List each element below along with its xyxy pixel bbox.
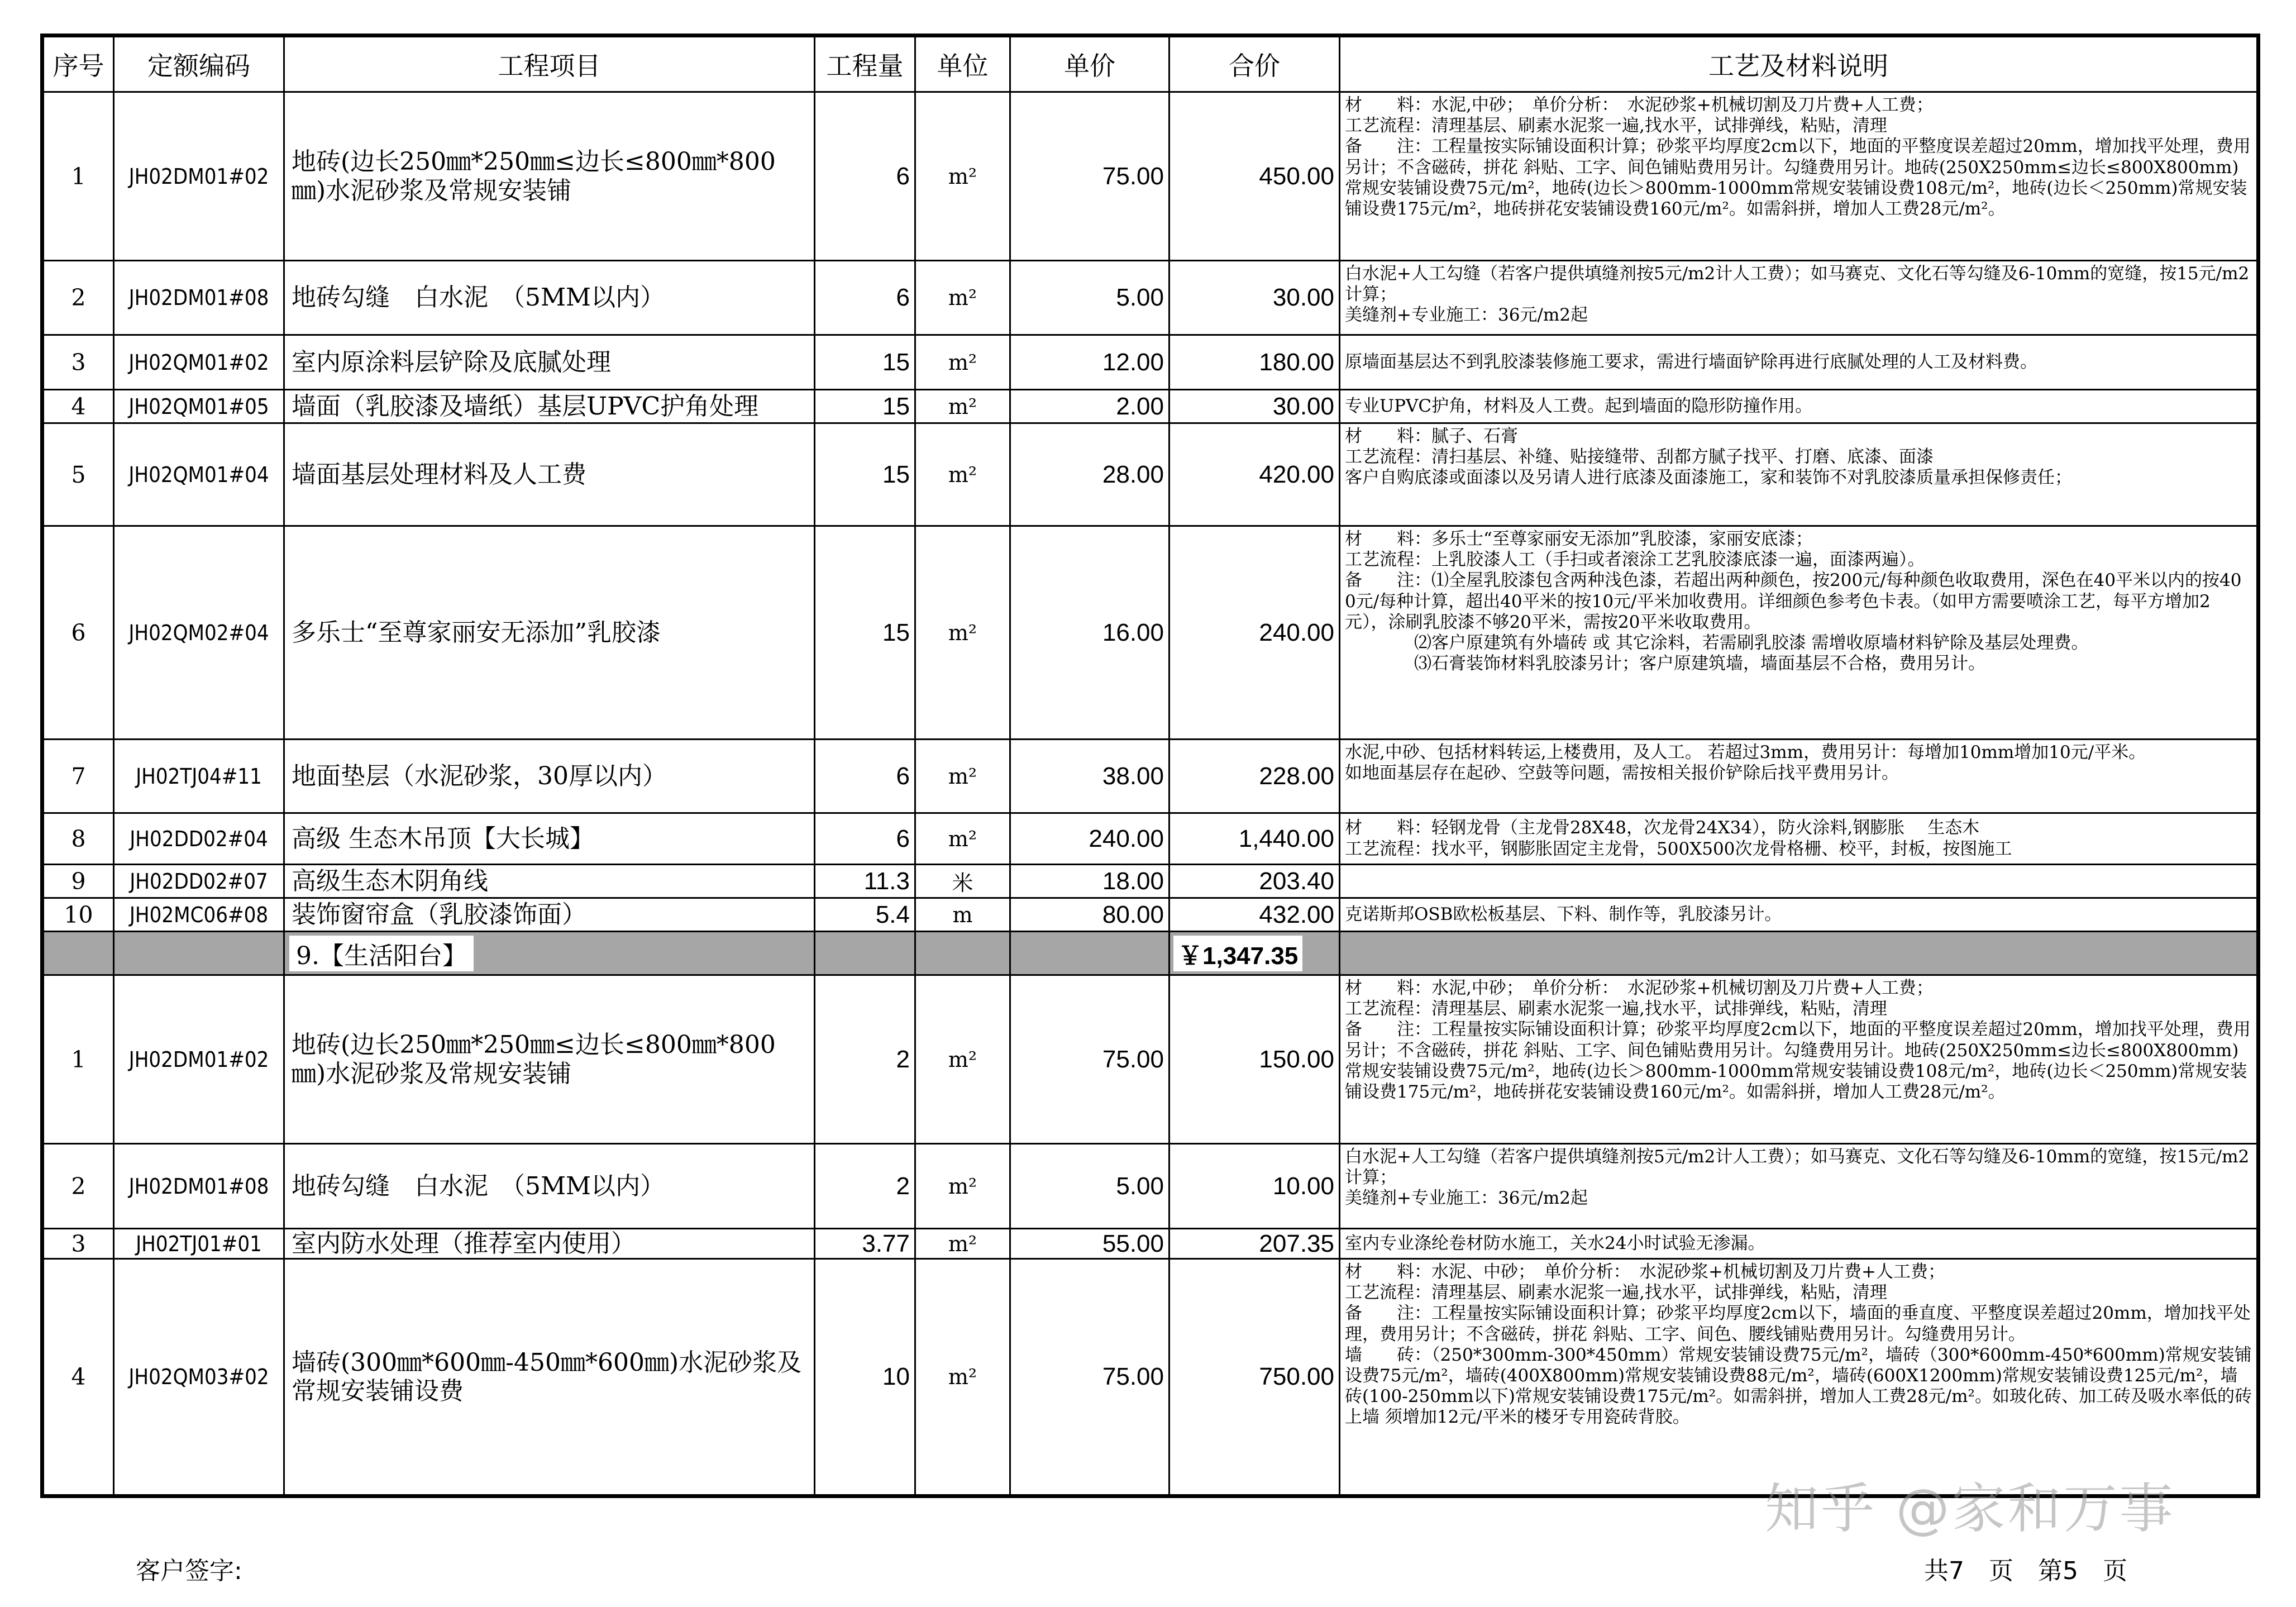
row-price: 5.00 [1010,261,1170,335]
row-desc: 专业UPVC护角，材料及人工费。起到墙面的隐形防撞作用。 [1340,390,2259,423]
table-row [42,1144,2259,1229]
table-row [42,390,2259,423]
row-price: 38.00 [1010,740,1170,813]
row-seq: 4 [42,390,114,423]
row-unit: m² [915,975,1010,1144]
row-qty: 6 [815,261,915,335]
table-row [42,865,2259,898]
header-total: 合价 [1170,36,1340,92]
header-row [42,36,2259,92]
row-total: 10.00 [1170,1144,1340,1229]
row-code: JH02DM01#08 [114,1144,284,1229]
row-item: 多乐士“至尊家丽安无添加”乳胶漆 [284,526,815,740]
table-row [42,92,2259,261]
header-unit: 单位 [915,36,1010,92]
row-unit: m² [915,526,1010,740]
table-row [42,423,2259,526]
row-seq: 5 [42,423,114,526]
row-code: JH02DM01#02 [114,92,284,261]
row-price: 28.00 [1010,423,1170,526]
row-price: 12.00 [1010,335,1170,390]
page-indicator: 共7 页 第5 页 [1924,1557,2127,1585]
row-qty: 2 [815,975,915,1144]
row-price: 75.00 [1010,975,1170,1144]
row-desc: 材 料：水泥,中砂； 单价分析： 水泥砂浆+机械切割及刀片费+人工费； 工艺流程：清理基层、刷素水泥浆一遍,找水平，试排弹线，粘贴，清理 备 注：工程量按实际铺设面积计算；砂浆平均厚度2cm以下，地面的平整度误差超过20mm，增加找平处理，费用另计；不含磁砖，拼花 斜贴、工字、间色铺贴费用另计。勾缝费用另计。地砖(250X250mm≤边长≤800X800mm)常规安装铺设费75元/m²，地砖(边长＞800mm-1000mm常规安装铺设费108元/m²，地砖(边长＜250mm)常规安装铺设费175元/m²，地砖拼花安装铺设费160元/m²。如需斜拼，增加人工费28元/m²。 [1340,975,2259,1144]
row-unit: m² [915,1144,1010,1229]
row-qty: 6 [815,92,915,261]
row-code: JH02DD02#07 [114,865,284,898]
row-unit: m [915,898,1010,932]
row-seq: 4 [42,1259,114,1496]
row-seq: 7 [42,740,114,813]
table-row [42,1229,2259,1259]
row-item: 高级 生态木吊顶【大长城】 [284,813,815,865]
row-code: JH02QM01#02 [114,335,284,390]
table-row [42,526,2259,740]
row-total: 1,440.00 [1170,813,1340,865]
quotation-table [40,34,2260,1498]
row-item: 装饰窗帘盒（乳胶漆饰面） [284,898,815,932]
row-unit: 米 [915,865,1010,898]
row-item: 地砖勾缝 白水泥 （5MM以内） [284,1144,815,1229]
row-desc: 水泥,中砂、包括材料转运,上楼费用，及人工。 若超过3mm，费用另计：每增加10mm增加10元/平米。 如地面基层存在起砂、空鼓等问题，需按相关报价铲除后找平费用另计。 [1340,740,2259,813]
row-desc: 材 料：水泥,中砂； 单价分析： 水泥砂浆+机械切割及刀片费+人工费； 工艺流程：清理基层、刷素水泥浆一遍,找水平，试排弹线，粘贴，清理 备 注：工程量按实际铺设面积计算；砂浆平均厚度2cm以下，地面的平整度误差超过20mm，增加找平处理，费用另计；不含磁砖，拼花 斜贴、工字、间色铺贴费用另计。勾缝费用另计。地砖(250X250mm≤边长≤800X800mm)常规安装铺设费75元/m²，地砖(边长＞800mm-1000mm常规安装铺设费108元/m²，地砖(边长＜250mm)常规安装铺设费175元/m²，地砖拼花安装铺设费160元/m²。如需斜拼，增加人工费28元/m²。 [1340,92,2259,261]
row-price: 240.00 [1010,813,1170,865]
row-total: 432.00 [1170,898,1340,932]
row-seq: 10 [42,898,114,932]
section-title: 9.【生活阳台】 [289,936,474,971]
row-item: 墙砖(300㎜*600㎜-450㎜*600㎜)水泥砂浆及常规安装铺设费 [284,1259,815,1496]
row-price: 2.00 [1010,390,1170,423]
row-desc [1340,865,2259,898]
row-seq: 2 [42,261,114,335]
row-seq: 6 [42,526,114,740]
header-seq: 序号 [42,36,114,92]
row-desc: 材 料：多乐士“至尊家丽安无添加”乳胶漆，家丽安底漆； 工艺流程：上乳胶漆人工（手扫或者滚涂工艺乳胶漆底漆一遍，面漆两遍）。 备 注：⑴全屋乳胶漆包含两种浅色漆，若超出两种颜色，按200元/每种颜色收取费用，深色在40平米以内的按400元/每种计算，超出40平米的按10元/平米加收费用。详细颜色参考色卡表。（如甲方需要喷涂工艺，每平方增加2元），涂刷乳胶漆不够20平米，需按20平米收取费用。 ⑵客户原建筑有外墙砖 或 其它涂料，若需刷乳胶漆 需增收原墙材料铲除及基层处理费。 ⑶石膏装饰材料乳胶漆另计；客户原建筑墙，墙面基层不合格，费用另计。 [1340,526,2259,740]
row-desc: 克诺斯邦OSB欧松板基层、下料、制作等，乳胶漆另计。 [1340,898,2259,932]
section-total: ￥1,347.35 [1173,936,1302,971]
row-item: 地砖勾缝 白水泥 （5MM以内） [284,261,815,335]
row-total: 203.40 [1170,865,1340,898]
row-price: 75.00 [1010,92,1170,261]
row-total: 150.00 [1170,975,1340,1144]
row-total: 30.00 [1170,261,1340,335]
row-unit: m² [915,423,1010,526]
row-item: 地面垫层（水泥砂浆，30厚以内） [284,740,815,813]
row-item: 地砖(边长250㎜*250㎜≤边长≤800㎜*800㎜)水泥砂浆及常规安装铺 [284,92,815,261]
row-price: 80.00 [1010,898,1170,932]
row-price: 5.00 [1010,1144,1170,1229]
row-seq: 1 [42,92,114,261]
row-unit: m² [915,1259,1010,1496]
row-unit: m² [915,1229,1010,1259]
row-item: 地砖(边长250㎜*250㎜≤边长≤800㎜*800㎜)水泥砂浆及常规安装铺 [284,975,815,1144]
row-qty: 10 [815,1259,915,1496]
row-desc: 白水泥+人工勾缝（若客户提供填缝剂按5元/m2计人工费）；如马赛克、文化石等勾缝及6-10mm的宽缝，按15元/m2计算； 美缝剂+专业施工：36元/m2起 [1340,261,2259,335]
table-row [42,898,2259,932]
table-row [42,740,2259,813]
row-total: 750.00 [1170,1259,1340,1496]
row-total: 228.00 [1170,740,1340,813]
row-unit: m² [915,261,1010,335]
watermark: 知乎 @家和万事 [1765,1477,2175,1540]
row-price: 75.00 [1010,1259,1170,1496]
row-code: JH02TJ01#01 [114,1229,284,1259]
header-item: 工程项目 [284,36,815,92]
row-total: 180.00 [1170,335,1340,390]
row-qty: 5.4 [815,898,915,932]
row-qty: 11.3 [815,865,915,898]
row-price: 16.00 [1010,526,1170,740]
row-desc: 白水泥+人工勾缝（若客户提供填缝剂按5元/m2计人工费）；如马赛克、文化石等勾缝及6-10mm的宽缝，按15元/m2计算； 美缝剂+专业施工：36元/m2起 [1340,1144,2259,1229]
row-item: 室内原涂料层铲除及底腻处理 [284,335,815,390]
header-code: 定额编码 [114,36,284,92]
row-seq: 1 [42,975,114,1144]
row-total: 450.00 [1170,92,1340,261]
row-desc: 材 料：腻子、石膏 工艺流程：清扫基层、补缝、贴接缝带、刮都方腻子找平、打磨、底漆、面漆 客户自购底漆或面漆以及另请人进行底漆及面漆施工，家和装饰不对乳胶漆质量承担保修责任； [1340,423,2259,526]
row-total: 207.35 [1170,1229,1340,1259]
row-qty: 15 [815,526,915,740]
table-row [42,1259,2259,1496]
row-desc: 原墙面基层达不到乳胶漆装修施工要求，需进行墙面铲除再进行底腻处理的人工及材料费。 [1340,335,2259,390]
table-row [42,813,2259,865]
header-qty: 工程量 [815,36,915,92]
row-qty: 2 [815,1144,915,1229]
row-qty: 3.77 [815,1229,915,1259]
row-item: 墙面基层处理材料及人工费 [284,423,815,526]
row-item: 高级生态木阴角线 [284,865,815,898]
row-qty: 6 [815,740,915,813]
row-unit: m² [915,390,1010,423]
row-code: JH02QM01#04 [114,423,284,526]
row-unit: m² [915,813,1010,865]
table-row [42,261,2259,335]
row-code: JH02TJ04#11 [114,740,284,813]
row-seq: 3 [42,1229,114,1259]
row-seq: 8 [42,813,114,865]
row-qty: 15 [815,390,915,423]
row-unit: m² [915,335,1010,390]
row-code: JH02QM03#02 [114,1259,284,1496]
customer-signature-label: 客户签字: [136,1557,242,1585]
table-row [42,335,2259,390]
row-item: 墙面（乳胶漆及墙纸）基层UPVC护角处理 [284,390,815,423]
row-code: JH02QM01#05 [114,390,284,423]
row-code: JH02MC06#08 [114,898,284,932]
row-unit: m² [915,92,1010,261]
row-unit: m² [915,740,1010,813]
row-desc: 室内专业涤纶卷材防水施工，关水24小时试验无渗漏。 [1340,1229,2259,1259]
table-row [42,975,2259,1144]
row-desc: 材 料：水泥、中砂； 单价分析： 水泥砂浆+机械切割及刀片费+人工费； 工艺流程：清理基层、刷素水泥浆一遍,找水平，试排弹线，粘贴，清理 备 注：工程量按实际铺设面积计算；砂浆平均厚度2cm以下，墙面的垂直度、平整度误差超过20mm，增加找平处理，费用另计；不含磁砖，拼花 斜贴、工字、间色、腰线铺贴费用另计。勾缝费用另计。 墙 砖：（250*300mm-300*450mm）常规安装铺设费75元/m²，墙砖（300*600mm-450*600mm)常规安装铺设费75元/m²，墙砖(400X800mm)常规安装铺设费88元/m²，墙砖(600X1200mm)常规安装铺设费125元/m²，墙砖(100-250mm以下)常规安装铺设费175元/m²。如需斜拼，增加人工费28元/m²。如玻化砖、加工砖及吸水率低的砖上墙 须增加12元/平米的楼牙专用瓷砖背胶。 [1340,1259,2259,1496]
row-total: 30.00 [1170,390,1340,423]
row-total: 240.00 [1170,526,1340,740]
row-desc: 材 料：轻钢龙骨（主龙骨28X48，次龙骨24X34），防火涂料,钢膨胀 生态木 工艺流程：找水平，钢膨胀固定主龙骨，500X500次龙骨格栅、校平，封板，按图施工 [1340,813,2259,865]
row-code: JH02DM01#08 [114,261,284,335]
row-code: JH02DD02#04 [114,813,284,865]
section-row [42,932,2259,975]
row-price: 55.00 [1010,1229,1170,1259]
row-code: JH02QM02#04 [114,526,284,740]
row-item: 室内防水处理（推荐室内使用） [284,1229,815,1259]
row-qty: 15 [815,335,915,390]
row-price: 18.00 [1010,865,1170,898]
row-seq: 3 [42,335,114,390]
row-seq: 2 [42,1144,114,1229]
row-total: 420.00 [1170,423,1340,526]
row-code: JH02DM01#02 [114,975,284,1144]
row-seq: 9 [42,865,114,898]
header-desc: 工艺及材料说明 [1340,36,2259,92]
row-qty: 15 [815,423,915,526]
header-price: 单价 [1010,36,1170,92]
row-qty: 6 [815,813,915,865]
